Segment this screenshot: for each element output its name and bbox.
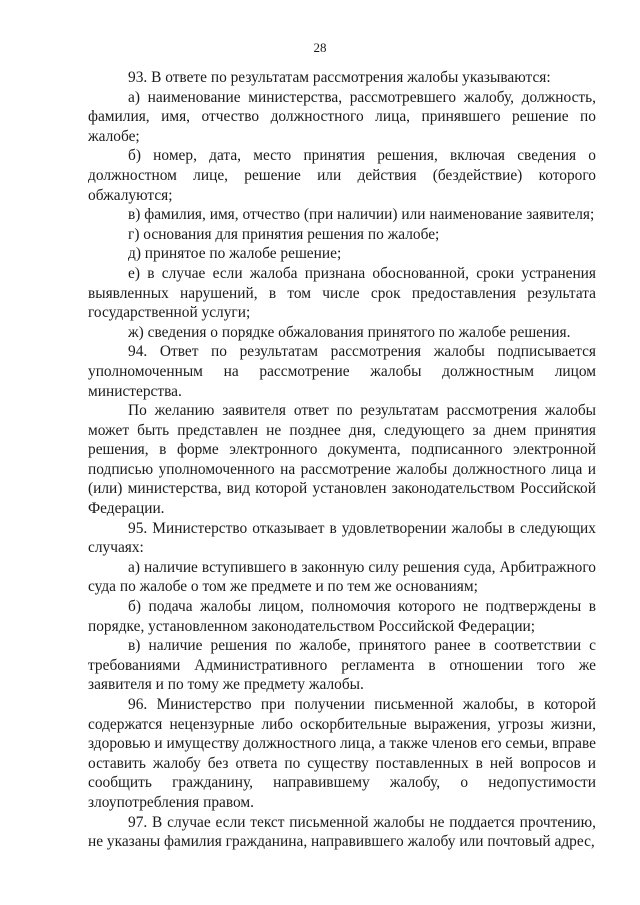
paragraph-96: 96. Министерство при получении письменной жалобы, в которой содержатся нецензурные либо оскорбительные выражения, угрозы жизни, здоровью и имуществу должностного лица, а также членов его семьи, вправе оставить жалобу без ответа по существу поставленных в ней вопросов и сообщить гражданину, направившему жалобу, о недопустимости злоупотребления правом.	[88, 696, 596, 811]
paragraph-95-b: б) подача жалобы лицом, полномочия которого не подтверждены в порядке, установленном законодательством Российской Федерации;	[88, 598, 596, 635]
paragraph-93-a: а) наименование министерства, рассмотревшего жалобу, должность, фамилия, имя, отчество должностного лица, принявшего решение по жалобе;	[88, 88, 596, 145]
paragraph-97: 97. В случае если текст письменной жалобы не поддается прочтению, не указаны фамилия гражданина, направившего жалобу или почтовый адрес,	[88, 813, 596, 851]
page-number: 28	[313, 40, 327, 55]
paragraph-93: 93. В ответе по результатам рассмотрения жалобы указываются:	[128, 69, 551, 86]
paragraph-93-zh: ж) сведения о порядке обжалования принятого по жалобе решения.	[128, 323, 571, 341]
paragraph-95-v: в) наличие решения по жалобе, принятого ранее в соответствии с требованиями Административного регламента в отношении того же заявителя и по тому же предмету жалобы.	[88, 637, 596, 694]
paragraph-95: 95. Министерство отказывает в удовлетворении жалобы в следующих случаях:	[88, 519, 596, 557]
paragraph-94: 94. Ответ по результатам рассмотрения жалобы подписывается уполномоченным на рассмотрение жалобы должностным лицом министерства.	[88, 343, 596, 400]
paragraph-93-v: в) фамилия, имя, отчество (при наличии) или наименование заявителя;	[128, 206, 595, 224]
paragraph-94-electronic: По желанию заявителя ответ по результатам рассмотрения жалобы может быть представлен не позднее дня, следующего за днем принятия решения, в форме электронного документа, подписанного электронной подписью уполномоченного на рассмотрение жалобы должностного лица и (или) министерства, вид которой установлен законодательством Российской Федерации.	[88, 402, 596, 518]
paragraph-95-a: а) наличие вступившего в законную силу решения суда, Арбитражного суда по жалобе о том же предмете и по тем же основаниям;	[88, 558, 596, 596]
paragraph-93-e: е) в случае если жалоба признана обоснованной, сроки устранения выявленных нарушений, в том числе срок предоставления результата государственной услуги;	[88, 264, 596, 322]
document-body	[88, 68, 596, 852]
paragraph-93-d: д) принятое по жалобе решение;	[128, 245, 342, 263]
paragraph-93-g: г) основания для принятия решения по жалобе;	[128, 225, 440, 243]
paragraph-93-b: б) номер, дата, место принятия решения, включая сведения о должностном лице, решение или действия (бездействие) которого обжалуются;	[88, 147, 596, 204]
